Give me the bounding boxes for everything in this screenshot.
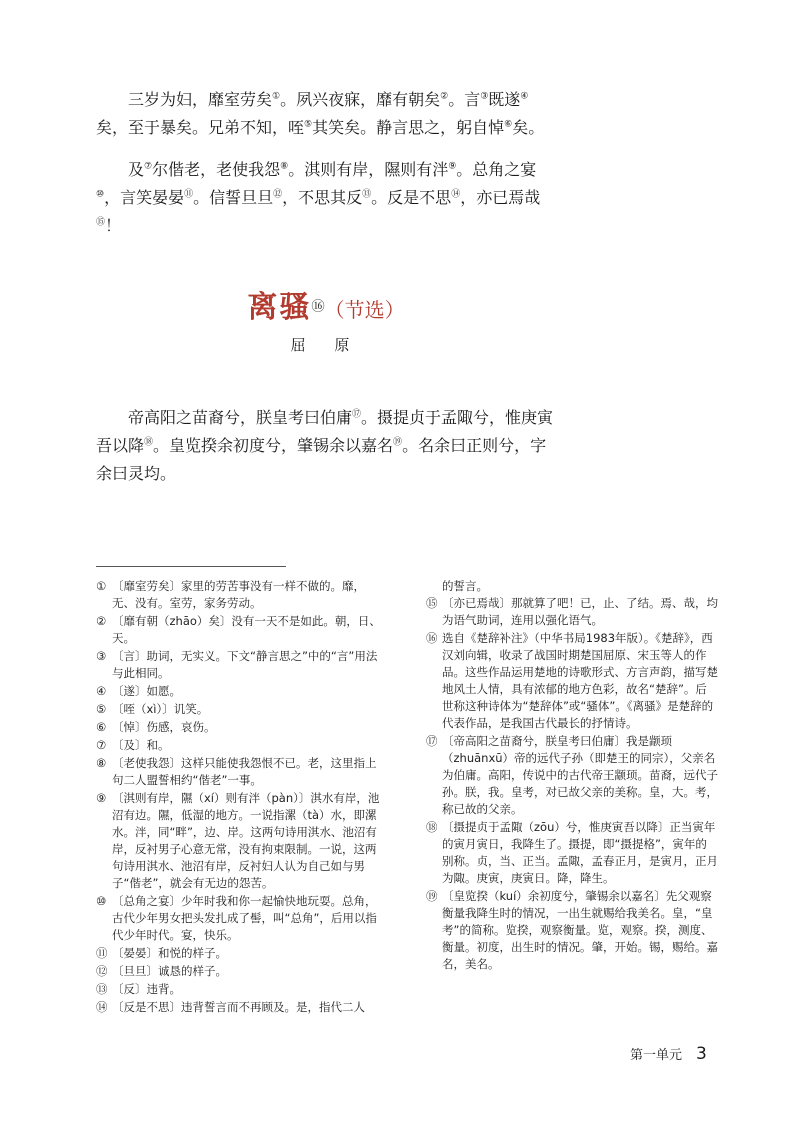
footnote-mark: ⑩ bbox=[96, 189, 105, 200]
footnote-mark: ⑲ bbox=[393, 437, 403, 448]
footnote-mark: ⑦ bbox=[144, 161, 153, 172]
poem-text: 矣，至于暴矣。兄弟不知，咥 bbox=[96, 118, 305, 137]
poem-text: ！ bbox=[105, 216, 122, 235]
poem-text: 尔偕老，老使我怨 bbox=[152, 160, 281, 179]
footnote: ⑫ 〔旦旦〕诚恳的样子。 bbox=[96, 964, 227, 978]
footnote: ⑧ 〔老使我怨〕这样只能使我怨恨不已。老，这里指上句二人盟誓相约“偕老”一事。 bbox=[96, 756, 377, 787]
poem-text: 及 bbox=[128, 160, 145, 179]
footnote: ④ 〔遂〕如愿。 bbox=[96, 684, 181, 698]
footnote-mark: ⑧ bbox=[280, 161, 289, 172]
poem-text: 其笑矣。静言思之，躬自悼 bbox=[312, 118, 505, 137]
footnote: ⑭ 〔反是不思〕违背誓言而不再顾及。是，指代二人 bbox=[96, 1000, 365, 1014]
footnote: ⑲ 〔皇览揆（kuí）余初度兮，肇锡余以嘉名〕先父观察衡量我降生时的情况，一出生就赐给我美名。皇，“皇考”的简称。览揆，观察衡量。览，观察。揆，测度、衡量。初度，出生时的情况。肇，开始。锡，赐给。嘉名，美名。 bbox=[426, 889, 718, 971]
footnote-mark: ④ bbox=[520, 91, 529, 102]
poem-stanza-3 bbox=[96, 404, 556, 488]
footnote: ② 〔靡有朝（zhāo）矣〕没有一天不是如此。朝，日、天。 bbox=[96, 614, 381, 645]
poem-text: ，亦已焉哉 bbox=[460, 188, 541, 207]
footnote-mark: ② bbox=[440, 91, 449, 102]
footnote: ① 〔靡室劳矣〕家里的劳苦事没有一样不做的。靡，无、没有。室劳，家务劳动。 bbox=[96, 579, 365, 610]
poem-text: 帝高阳之苗裔兮，朕皇考曰伯庸 bbox=[128, 408, 353, 427]
title-subtitle: （节选） bbox=[324, 298, 405, 322]
footnote: ⑥ 〔悼〕伤感，哀伤。 bbox=[96, 720, 216, 734]
footnote-mark: ⑰ bbox=[352, 409, 362, 420]
poem-text: 。反是不思 bbox=[371, 188, 452, 207]
poem-text: 既遂 bbox=[488, 90, 521, 109]
footnote: ③ 〔言〕助词，无实义。下文“静言思之”中的“言”用法与此相同。 bbox=[96, 649, 378, 680]
title-main: 离骚 bbox=[247, 290, 312, 325]
footnote: ⑱ 〔摄提贞于孟陬（zōu）兮，惟庚寅吾以降〕正当寅年的寅月寅日，我降生了。摄提，即“摄提格”，寅年的别称。贞，当、正当。孟陬，孟春正月，是寅月，正月为陬。庚寅，庚寅日。降，降生。 bbox=[426, 820, 718, 885]
poem-text: 三岁为妇，靡室劳矣 bbox=[128, 90, 273, 109]
poem-text: 。总角之宴 bbox=[456, 160, 537, 179]
footnote: ⑦ 〔及〕和。 bbox=[96, 738, 170, 752]
footnote-mark: ⑨ bbox=[448, 161, 457, 172]
footnotes-left-column bbox=[96, 578, 386, 1017]
footnote: ⑪ 〔晏晏〕和悦的样子。 bbox=[96, 946, 227, 960]
footnote: ⑤ 〔咥（xì）〕讥笑。 bbox=[96, 702, 209, 716]
footnote-mark: ⑮ bbox=[96, 217, 106, 228]
footnote: ⑬ 〔反〕违背。 bbox=[96, 982, 181, 996]
footnote-mark: ⑭ bbox=[451, 189, 461, 200]
footnote-mark: ⑫ bbox=[273, 189, 283, 200]
footnote: ⑩ 〔总角之宴〕少年时我和你一起愉快地玩耍。总角，古代少年男女把头发扎成了髻，叫“总角”，后用以指代少年时代。宴，快乐。 bbox=[96, 894, 377, 942]
footnote: ⑯ 选自《楚辞补注》（中华书局1983年版）。《楚辞》，西汉刘向辑，收录了战国时期楚国屈原、宋玉等人的作品。这些作品运用楚地的诗歌形式、方言声韵，描写楚地风土人情，具有浓郁的地方色彩，故名“楚辞”。后世称这种诗体为“楚辞体”或“骚体”。《离骚》是楚辞的代表作品，是我国古代最长的抒情诗。 bbox=[426, 631, 718, 730]
poem-text: 。皇览揆余初度兮，肇锡余以嘉名 bbox=[153, 436, 394, 455]
page-number: 3 bbox=[696, 1044, 707, 1064]
author: 屈 原 bbox=[290, 336, 362, 354]
footnote: ⑰ 〔帝高阳之苗裔兮，朕皇考曰伯庸〕我是颛顼（zhuānxū）帝的远代子孙（即楚王的同宗），父亲名为伯庸。高阳，传说中的古代帝王颛顼。苗裔，远代子孙。朕，我。皇考，对已故父亲的美称。皇，大。考，称已故的父亲。 bbox=[426, 734, 718, 816]
poem-text: 。夙兴夜寐，靡有朝矣 bbox=[280, 90, 441, 109]
footnote: ⑨ 〔淇则有岸，隰（xí）则有泮（pàn）〕淇水有岸，池沼有边。隰，低湿的地方。一说指漯（tà）水，即漯水。泮，同“畔”，边、岸。这两句诗用淇水、池沼有岸，反衬男子心意无常，没有拘束限制。一说，这两句诗用淇水、池沼有岸，反衬妇人认为自己如与男子“偕老”，就会有无边的怨苦。 bbox=[96, 791, 380, 890]
footnote-mark: ⑬ bbox=[362, 189, 372, 200]
unit-label: 第一单元 bbox=[630, 1048, 683, 1063]
poem-text: 。名余曰正则兮，字余曰灵均。 bbox=[96, 436, 547, 483]
poem-text: 。信誓旦旦 bbox=[193, 188, 274, 207]
poem-text: 。淇则有岸，隰则有泮 bbox=[288, 160, 449, 179]
page-footer bbox=[630, 1044, 707, 1064]
poem-stanza-1 bbox=[96, 86, 556, 142]
footnote-mark: ⑤ bbox=[304, 119, 313, 130]
footnotes-right-column bbox=[426, 578, 718, 974]
poem-text: ，不思其反 bbox=[282, 188, 363, 207]
poem-text: 矣。 bbox=[512, 118, 545, 137]
poem-text: ，言笑晏晏 bbox=[104, 188, 185, 207]
poem-stanza-2 bbox=[96, 156, 556, 240]
footnote-mark: ⑯ bbox=[311, 299, 325, 315]
poem-title bbox=[96, 282, 556, 326]
footnote-mark: ① bbox=[272, 91, 281, 102]
footnote-mark: ⑥ bbox=[504, 119, 513, 130]
poem-text: 。摄提贞于孟陬兮，惟庚寅吾以降 bbox=[96, 408, 554, 455]
footnote: ⑮ 〔亦已焉哉〕那就算了吧！已，止、了结。焉、哉，均为语气助词，连用以强化语气。 bbox=[426, 596, 718, 627]
footnote-mark: ③ bbox=[480, 91, 489, 102]
footnote-divider bbox=[96, 566, 286, 567]
footnote-mark: ⑪ bbox=[184, 189, 194, 200]
poem-text: 。言 bbox=[448, 90, 481, 109]
footnote-continuation: 的誓言。 bbox=[442, 579, 488, 593]
footnote-mark: ⑱ bbox=[144, 437, 154, 448]
